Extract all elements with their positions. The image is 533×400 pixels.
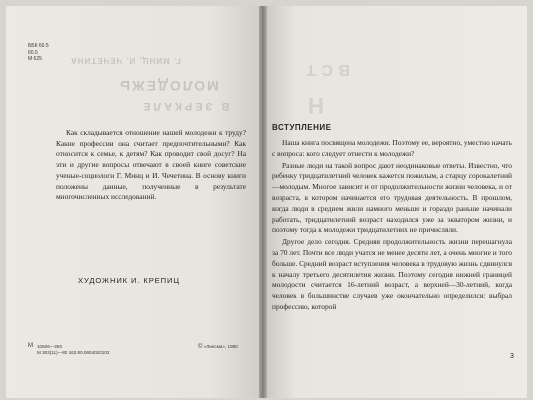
paragraph: Разные люди на такой вопрос дают неодинаковые ответы. Известно, что ребенку тридцатилетний человек кажется пожилым, а старцу сорокалетний—молодым. Многое зависит и от продолжительности жизни человека, и от возраста, в котором начинается его трудовая деятельность. В прошлом, когда люди в среднем жили намного меньше и гораздо раньше начинали работать, тридцатилетний возраст находился уже за экватором жизни, и поэтому тогда к молодежи тридцатилетних не причисляли. — [272, 160, 512, 235]
imprint-codes — [37, 344, 109, 355]
book-gutter — [259, 6, 267, 398]
show-through-title-line: МОЛОДЕЖЬ — [118, 78, 219, 94]
book-annotation: Как складывается отношение нашей молодежи к труду? Какие профессии она считает предпочтительными? Как относится к семье, к детям? Как проводит свой досуг? На эти и другие вопросы отвечают в своей книге советские ученые-социологи Г. Минц и И. Чечетина. В основу книги положены данные, полученные в результате многочисленных исследований. — [56, 128, 246, 202]
page-number: 3 — [510, 353, 514, 360]
imprint-code-line: 10506—250 — [37, 344, 63, 349]
imprint-mark: М — [28, 343, 33, 349]
chapter-heading: ВСТУПЛЕНИЕ — [272, 123, 332, 132]
show-through-title-line: ВСТ — [300, 61, 350, 78]
show-through-author: Г. МИНЦ, И. ЧЕЧЕТИНА — [70, 56, 181, 65]
classification-code: ББК 60.5 — [28, 43, 49, 49]
chapter-body — [272, 138, 512, 314]
copyright-symbol: © — [198, 344, 203, 350]
classification-codes — [28, 43, 49, 63]
classification-code: М 625 — [28, 56, 42, 62]
artist-credit: ХУДОЖНИК И. КРЕПИЦ — [78, 276, 180, 285]
copyright-text: «Лиесма», 1980 — [203, 344, 238, 349]
paragraph: Наша книга посвящена молодежи. Поэтому ее, вероятно, уместно начать с вопроса: кого следует отнести к молодежи? — [272, 138, 512, 158]
classification-code: 60.5 — [28, 49, 38, 56]
copyright-line — [198, 344, 238, 351]
imprint-code-line: М 303(11)—80 163.80.0604020103 — [37, 349, 110, 355]
show-through-title-line: В ЗЕРКАЛЕ — [140, 100, 230, 112]
paragraph: Другое дело сегодня. Средняя продолжительность жизни перешагнула за 70 лет. Почти все люди учатся не менее десяти лет, а очень многие и того больше. Средний возраст вступления человека в трудовую жизнь сдвинулся к началу третьего десятилетия жизни. Поэтому сегодня нижней границей молодости считается 16-летний возраст, а верхней—30-летний, когда человек в большинстве случаев уже окончательно определился: выбрал профессию, которой — [272, 237, 512, 311]
show-through-title-line: Н — [300, 93, 324, 118]
